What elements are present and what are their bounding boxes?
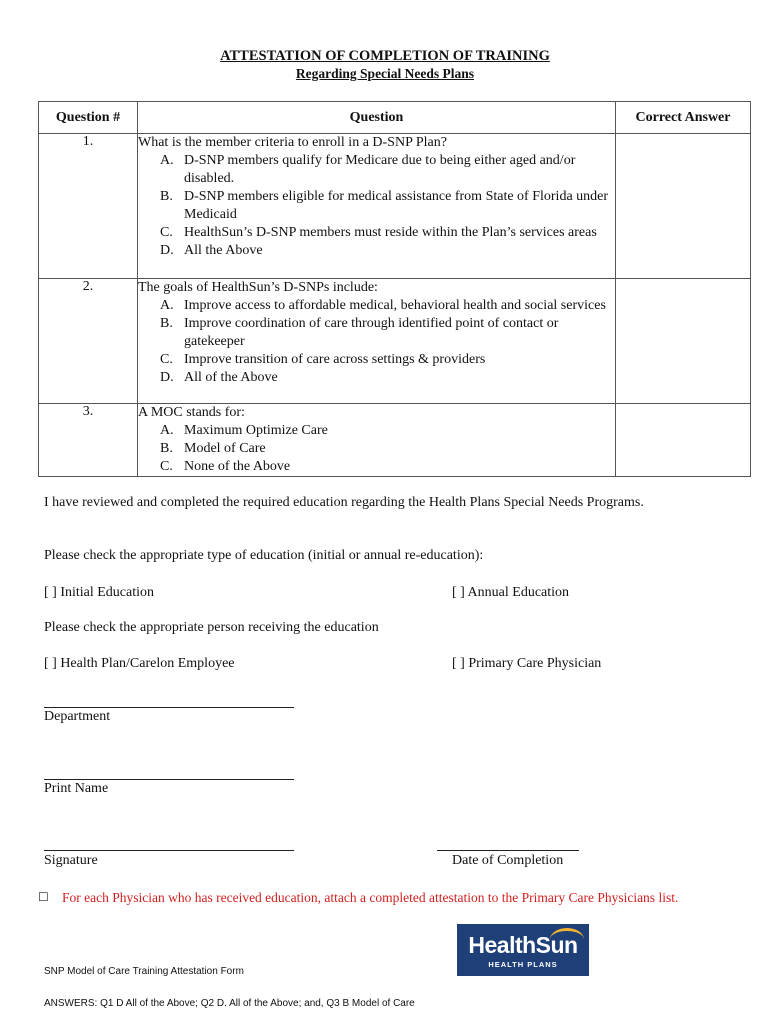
option-text: Improve access to affordable medical, behavioral health and social services xyxy=(184,298,606,313)
date-label: Date of Completion xyxy=(452,853,564,868)
logo-tagline: HEALTH PLANS xyxy=(488,960,558,969)
table-row xyxy=(39,404,751,477)
print-name-label: Print Name xyxy=(44,781,109,796)
signature-label: Signature xyxy=(44,853,98,868)
question-text: A MOC stands for: xyxy=(138,405,245,420)
column-header-answer: Correct Answer xyxy=(616,102,751,134)
option-letter: A. xyxy=(160,423,174,438)
answer-option xyxy=(138,422,615,440)
option-letter: D. xyxy=(160,243,174,258)
department-label: Department xyxy=(44,709,111,724)
option-text: D-SNP members eligible for medical assistance from State of Florida under Medicaid xyxy=(184,189,609,222)
option-text: HealthSun’s D-SNP members must reside within the Plan’s services areas xyxy=(184,225,597,240)
table-row xyxy=(39,279,751,404)
answers-key: ANSWERS: Q1 D All of the Above; Q2 D. All of the Above; and, Q3 B Model of Care xyxy=(44,998,415,1009)
option-letter: B. xyxy=(160,189,173,204)
option-text: All the Above xyxy=(184,243,263,258)
attestation-statement: I have reviewed and completed the required education regarding the Health Plans Special Needs Programs. xyxy=(44,495,644,510)
answer-option xyxy=(138,440,615,458)
question-text: What is the member criteria to enroll in a D-SNP Plan? xyxy=(138,135,447,150)
date-field-line[interactable] xyxy=(437,850,579,851)
option-letter: D. xyxy=(160,370,174,385)
initial-education-checkbox[interactable]: [ ] Initial Education xyxy=(44,585,155,600)
logo-name: HealthSun xyxy=(468,932,578,958)
table-row xyxy=(39,134,751,279)
questions-table xyxy=(38,101,751,477)
option-text: D-SNP members qualify for Medicare due to being either aged and/or disabled. xyxy=(184,153,576,186)
column-header-question: Question xyxy=(138,102,616,134)
answer-option xyxy=(138,369,615,387)
answer-option xyxy=(138,224,615,242)
answer-option xyxy=(138,458,615,476)
document-title: ATTESTATION OF COMPLETION OF TRAINING xyxy=(220,48,550,64)
answer-option xyxy=(138,315,615,351)
question-number: 2. xyxy=(39,279,138,404)
answer-option xyxy=(138,351,615,369)
employee-checkbox[interactable]: [ ] Health Plan/Carelon Employee xyxy=(44,656,235,671)
question-number: 1. xyxy=(39,134,138,279)
education-type-prompt: Please check the appropriate type of education (initial or annual re-education): xyxy=(44,548,484,563)
option-letter: C. xyxy=(160,459,173,474)
option-text: Improve transition of care across settings & providers xyxy=(184,352,486,367)
question-cell xyxy=(138,404,616,477)
option-letter: C. xyxy=(160,225,173,240)
answer-option xyxy=(138,297,615,315)
question-text: The goals of HealthSun’s D-SNPs include: xyxy=(138,280,378,295)
person-type-prompt: Please check the appropriate person receiving the education xyxy=(44,620,379,635)
signature-field-line[interactable] xyxy=(44,850,294,851)
annual-education-checkbox[interactable]: [ ] Annual Education xyxy=(452,585,570,600)
column-header-number: Question # xyxy=(39,102,138,134)
question-cell xyxy=(138,134,616,279)
answer-option xyxy=(138,188,615,224)
option-text: Maximum Optimize Care xyxy=(184,423,328,438)
option-letter: A. xyxy=(160,298,174,313)
option-letter: A. xyxy=(160,153,174,168)
option-letter: C. xyxy=(160,352,173,367)
healthsun-logo xyxy=(457,924,589,976)
option-letter: B. xyxy=(160,316,173,331)
physician-note: For each Physician who has received education, attach a completed attestation to the Primary Care Physicians list. xyxy=(62,890,679,905)
option-text: Improve coordination of care through identified point of contact or gatekeeper xyxy=(184,316,559,349)
option-text: None of the Above xyxy=(184,459,291,474)
note-checkbox-icon[interactable]: ☐ xyxy=(38,890,49,904)
option-text: All of the Above xyxy=(184,370,278,385)
question-number: 3. xyxy=(39,404,138,477)
correct-answer-cell[interactable] xyxy=(616,134,751,279)
option-letter: B. xyxy=(160,441,173,456)
form-name: SNP Model of Care Training Attestation Form xyxy=(44,966,244,977)
document-subtitle: Regarding Special Needs Plans xyxy=(295,66,475,81)
table-header-row xyxy=(39,102,751,134)
question-cell xyxy=(138,279,616,404)
answer-option xyxy=(138,242,615,260)
answer-option xyxy=(138,152,615,188)
physician-checkbox[interactable]: [ ] Primary Care Physician xyxy=(452,656,602,671)
correct-answer-cell[interactable] xyxy=(616,279,751,404)
option-text: Model of Care xyxy=(184,441,266,456)
correct-answer-cell[interactable] xyxy=(616,404,751,477)
